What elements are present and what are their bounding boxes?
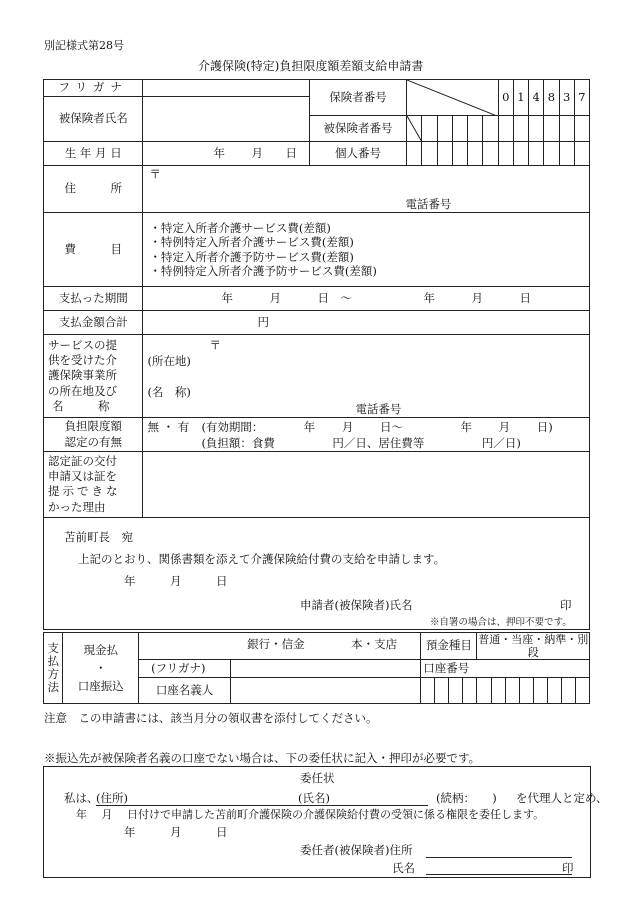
birth-month: 月 [251, 146, 263, 160]
payment-method-label [44, 633, 63, 704]
personal-digit[interactable] [422, 142, 437, 166]
birth-day: 日 [285, 146, 297, 160]
birth-label: 生 年 月 日 [44, 142, 143, 166]
addressee: 苫前町長 宛 [64, 529, 133, 544]
personal-digit[interactable] [407, 142, 422, 166]
period-day-end: 日 [519, 291, 531, 305]
proxy-date[interactable]: 年 月 日 [124, 825, 228, 839]
application-table [43, 79, 590, 630]
total-field[interactable] [143, 311, 590, 335]
insurer-digit-2: 1 [513, 80, 528, 116]
holder-field[interactable] [231, 678, 421, 704]
reason-label-line: 申請又は証を [48, 469, 117, 484]
account-digit[interactable] [477, 678, 491, 704]
proxy-name-label: (氏名) [298, 791, 330, 805]
insurer-digit-3: 4 [529, 80, 544, 116]
address-field[interactable] [143, 166, 590, 213]
insured-digit[interactable] [544, 116, 559, 142]
provider-label-line: 名 称 [52, 398, 110, 413]
personal-digit[interactable] [437, 142, 452, 166]
account-digit[interactable] [575, 678, 589, 704]
proxy-line1-suffix: を代理人と定め、 [516, 791, 608, 805]
reason-label-line: 認定証の交付 [48, 454, 117, 468]
expense-item[interactable]: ・特定入所者介護予防サービス費(差額) [149, 249, 354, 264]
furigana-label: (フリガナ) [139, 660, 231, 678]
provider-label-line: サービスの提 [48, 337, 117, 352]
birth-field[interactable] [143, 142, 309, 166]
account-digit[interactable] [533, 678, 547, 704]
insured-digit[interactable] [529, 116, 544, 142]
applicant-name-label: 申請者(被保険者)氏名 [300, 597, 413, 612]
provider-phone-label: 電話番号 [355, 402, 402, 416]
insurer-digit-5: 3 [559, 80, 574, 116]
period-year-end: 年 [423, 291, 435, 305]
bank-field[interactable] [139, 633, 421, 660]
expense-item[interactable]: ・特例特定入所者介護サービス費(差額) [149, 235, 354, 250]
account-digit[interactable] [505, 678, 519, 704]
cert-validity-period: (有効期間： 年 月 日～ 年 月 日) [201, 420, 553, 434]
provider-label [44, 335, 143, 418]
account-no-label: 口座番号 [421, 660, 590, 678]
cert-burden-amount: (負担額：食費 円／日、居住費等 円／日) [201, 436, 521, 450]
insured-digit[interactable] [468, 116, 483, 142]
deposit-type-label: 預金種目 [421, 633, 477, 660]
cert-label-line: 負担限度額 [64, 418, 122, 433]
applicant-seal: 印 [560, 597, 572, 612]
insured-digit[interactable] [498, 116, 513, 142]
proxy-addr-field[interactable] [96, 805, 320, 806]
account-digit[interactable] [463, 678, 477, 704]
diagonal-line [407, 116, 422, 142]
period-day-start: 日 ～ [317, 291, 352, 305]
account-digit[interactable] [435, 678, 449, 704]
personal-digit[interactable] [574, 142, 589, 166]
diagonal-line [407, 80, 497, 116]
period-field[interactable] [143, 287, 590, 311]
account-digit[interactable] [561, 678, 575, 704]
holder-furigana-field[interactable] [231, 660, 421, 678]
transfer-label[interactable]: 口座振込 [77, 679, 124, 694]
personal-digit[interactable] [498, 142, 513, 166]
period-label: 支払った期間 [44, 287, 143, 311]
personal-digit[interactable] [452, 142, 467, 166]
furigana-label: フリガナ [44, 80, 143, 97]
total-label: 支払金額合計 [44, 311, 143, 335]
expense-item[interactable]: ・特定入所者介護サービス費(差額) [149, 220, 331, 235]
receipt-notice: 注意 この申請書には、該当月分の領収書を添付してください。 [44, 711, 378, 725]
cert-choice[interactable]: 無 ・ 有 [147, 420, 190, 434]
proxy-name-field[interactable] [298, 805, 428, 806]
reason-field[interactable] [143, 452, 590, 518]
application-statement: 上記のとおり、関係書類を添えて介護保険給付費の支給を申請します。 [78, 551, 446, 566]
account-digit[interactable] [491, 678, 505, 704]
personal-digit[interactable] [544, 142, 559, 166]
deposit-type-options[interactable]: 普通・当座・納準・別段 [478, 633, 589, 660]
personal-digit[interactable] [483, 142, 498, 166]
reason-label-line: かった理由 [48, 499, 106, 514]
provider-label-line: 護保険事業所 [48, 368, 117, 383]
provider-label-line: 供を受けた介 [48, 353, 117, 368]
insurer-digit-6: 7 [574, 80, 589, 116]
personal-digit[interactable] [559, 142, 574, 166]
provider-location-label: (所在地) [147, 354, 191, 368]
insured-digit[interactable] [483, 116, 498, 142]
reason-label [44, 452, 143, 518]
account-digit[interactable] [449, 678, 463, 704]
insured-digit[interactable] [422, 116, 437, 142]
reason-label-line: 提示できな [48, 484, 121, 499]
form-title: 介護保険(特定)負担限度額差額支給申請書 [198, 59, 424, 73]
insured-digit[interactable] [574, 116, 589, 142]
proxy-notice: ※振込先が被保険者名義の口座でない場合は、下の委任状に記入・押印が必要です。 [44, 751, 481, 765]
cash-label[interactable]: 現金払 [83, 642, 119, 657]
furigana-field[interactable] [143, 80, 309, 97]
provider-field[interactable] [143, 335, 590, 418]
proxy-relation[interactable]: (続柄： ) [436, 791, 497, 805]
payment-choice[interactable] [63, 633, 139, 704]
delegator-address-field[interactable] [426, 857, 572, 858]
period-year-start: 年 [221, 291, 233, 305]
personal-no-label: 個人番号 [309, 142, 406, 166]
provider-postal-mark: 〒 [209, 338, 221, 352]
insured-digit[interactable] [452, 116, 467, 142]
delegator-name-label: 氏名 [392, 861, 415, 875]
payment-method-label-text: 支払方法 [47, 640, 59, 695]
address-postal-mark: 〒 [149, 167, 161, 181]
insurer-digit-4: 8 [544, 80, 559, 116]
personal-digit[interactable] [513, 142, 528, 166]
name-field[interactable] [143, 97, 309, 142]
insurer-slash-cell [407, 80, 498, 116]
proxy-box [43, 766, 608, 878]
address-phone-label: 電話番号 [405, 197, 452, 211]
insured-no-label: 被保険者番号 [309, 116, 406, 142]
insurer-digit-1: 0 [498, 80, 513, 116]
payment-table [43, 632, 590, 704]
proxy-addr-label: (住所) [96, 791, 128, 805]
account-digit[interactable] [547, 678, 561, 704]
self-sign-note: ※自署の場合は、押印不要です。 [430, 616, 572, 628]
period-month-start: 月 [269, 291, 281, 305]
expense-item[interactable]: ・特例特定入所者介護予防サービス費(差額) [149, 263, 377, 278]
delegator-address-label: 委任者(被保険者)住所 [300, 843, 413, 857]
delegator-name-field[interactable] [426, 874, 572, 875]
cert-label [44, 418, 143, 452]
holder-label: 口座名義人 [139, 678, 231, 704]
insured-digit[interactable] [513, 116, 528, 142]
proxy-title: 委任状 [300, 771, 335, 785]
form-number: 別記様式第28号 [44, 39, 124, 52]
total-unit: 円 [257, 315, 269, 329]
insured-digit[interactable] [559, 116, 574, 142]
name-label: 被保険者氏名 [44, 97, 143, 142]
delegator-seal: 印 [562, 861, 574, 875]
account-digit[interactable] [519, 678, 533, 704]
cert-label-line: 認定の有無 [64, 434, 122, 449]
branch-label: 本・支店 [351, 637, 398, 651]
personal-digit[interactable] [529, 142, 544, 166]
personal-digit[interactable] [468, 142, 483, 166]
expense-items [143, 213, 590, 287]
period-month-end: 月 [471, 291, 483, 305]
insured-slash-1 [407, 116, 422, 142]
application-statement-cell [44, 517, 590, 629]
insurer-no-label: 保険者番号 [309, 80, 406, 116]
insured-digit[interactable] [437, 116, 452, 142]
account-digit[interactable] [421, 678, 435, 704]
application-date[interactable]: 年 月 日 [124, 573, 228, 588]
birth-year: 年 [213, 146, 225, 160]
provider-name-label: (名 称) [147, 385, 191, 399]
proxy-line2: 年 月 日付けで申請した苫前町介護保険の介護保険給付費の受領に係る権限を委任します。 [76, 808, 545, 821]
address-label: 住 所 [44, 166, 143, 213]
proxy-line1-prefix: 私は、 [64, 791, 99, 805]
choice-separator: ・ [95, 660, 107, 675]
provider-label-line: の所在地及び [48, 383, 117, 398]
expense-label: 費 目 [44, 213, 143, 287]
bank-label: 銀行・信金 [247, 637, 305, 651]
cert-field[interactable] [143, 418, 590, 452]
